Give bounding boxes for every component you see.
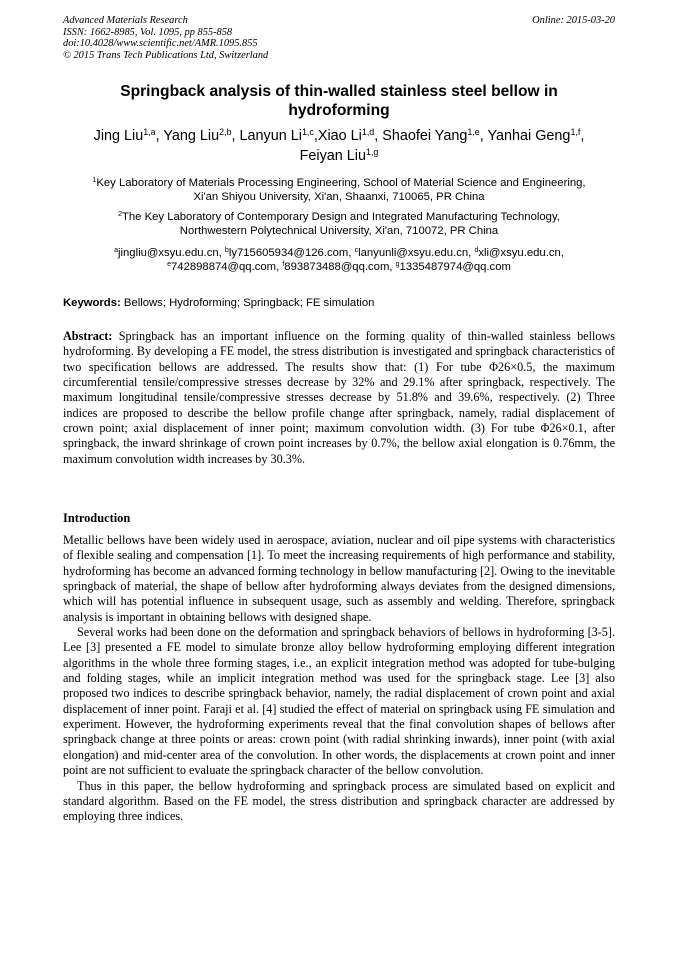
paper-title: Springback analysis of thin-walled stainless steel bellow in hydroforming (120, 83, 558, 119)
email-address: $^a$jingliu@xsyu.edu.cn, (114, 247, 225, 259)
author: Jing Liu$^{1,a}$, (93, 127, 164, 144)
email-address: $^c$lanyunli@xsyu.edu.cn, (354, 247, 475, 259)
email-address: $^g$1335487974@qq.com (395, 261, 511, 273)
keywords (63, 296, 615, 310)
doi-line: doi:10.4028/www.scientific.net/AMR.1095.855 (63, 38, 258, 50)
email-address: $^e$742898874@qq.com, (167, 261, 283, 273)
author: Yanhai Geng$^{1,f}$, (487, 127, 585, 144)
affiliation-2: $^2$The Key Laboratory of Contemporary Design and Integrated Manufacturing Technology, Northwestern Polytechnical University, Xi'an, 710072, PR China (118, 211, 560, 237)
copyright-line: © 2015 Trans Tech Publications Ltd, Switzerland (63, 49, 269, 61)
paragraph: Thus in this paper, the bellow hydroforming and springback process are simulated based on explicit and standard algorithm. Based on the FE model, the stress distribution and springback character are addressed by employing three indices. (63, 778, 615, 824)
abstract-text: Springback has an important influence on the forming quality of thin-walled stainless bellows hydroforming. By developing a FE model, the stress distribution is investigated and springback characteristics of two specification bellows are addressed. The results show that: (1) For tube Φ26×0.5, the maximum circumferential tensile/compressive stresses decrease by 32% and 29.1% after springback, respectively. The maximum longitudinal tensile/compressive stresses decrease by 51.8% and 39.6%, respectively. (2) Three indices are proposed to describe the bellow profile change after springback, namely, radial displacement of crown point; axial displacement of inner point; maximum convolution width. (3) For tube Φ26×0.1, after springback, the inward shrinkage of crown point increases by 0.7%, the bellow axial elongation is 0.76mm, the maximum convolution width increases by 30.3%. (63, 329, 615, 466)
online-date: Online: 2015-03-20 (532, 15, 615, 26)
paragraph: Several works had been done on the deformation and springback behaviors of bellows in hydroforming [3-5]. Lee [3] presented a FE model to simulate bronze alloy bellow hydroforming employing different integration algorithms in the whole three forming stages, i.e., an explicit integration method was adopted for tube-bulging and folding stages, while an implicit integration method was used for the springback stage. Lee [3] also proposed two indices to describe springback behavior, namely, the radial displacement of crown point and axial displacement of inner point. Faraji et al. [4] studied the effect of material on springback using FE simulation and experiment. However, the hydroforming experiments reveal that the final convolution shapes of bellows after springback change at three points or areas: crown point (with radial shrinking inwards), inner point (with axial elongation) and mid-center area of the convolution. In other words, the displacements at crown point and inner point are not sufficient to evaluate the springback character of the bellow convolution. (63, 625, 615, 778)
journal-name: Advanced Materials Research (63, 15, 188, 26)
author-list (40, 127, 638, 166)
author: Shaofei Yang$^{1,e}$, (382, 127, 488, 144)
affiliation-1: $^1$Key Laboratory of Materials Processing Engineering, School of Material Science and Engineering, Xi'an Shiyou University, Xi'an, Shaanxi, 710065, PR China (92, 177, 586, 203)
author: Lanyun Li$^{1,c}$, (239, 127, 318, 144)
issn-line: ISSN: 1662-8985, Vol. 1095, pp 855-858 (63, 26, 233, 38)
email-address: $^d$xli@xsyu.edu.cn, (474, 247, 564, 259)
journal-header (63, 15, 615, 61)
author: Feiyan Liu$^{1,g}$ (299, 146, 379, 164)
email-address: $^b$ly715605934@126.com, (224, 247, 355, 259)
author: Xiao Li$^{1,d}$, (317, 127, 383, 144)
introduction-body (63, 533, 615, 825)
keywords-text: Bellows; Hydroforming; Springback; FE simulation (120, 297, 375, 309)
keywords-label: Keywords: (63, 297, 121, 309)
author: Yang Liu$^{2,b}$, (163, 127, 240, 144)
abstract (63, 329, 615, 467)
paragraph: Metallic bellows have been widely used in aerospace, aviation, nuclear and oil pipe systems with characteristics of flexible sealing and compensation [1]. To meet the increasing requirements of high performance and stability, hydroforming has become an advanced forming technology in bellow manufacturing [2]. Owing to the inevitable springback of material, the shape of bellow after hydroforming always deviates from the designed dimensions, which will has potential influence in subsequent usage, such as assembly and welding. Therefore, springback analysis is important in obtaining bellows with designed shape. (63, 533, 616, 624)
introduction-heading: Introduction (63, 511, 131, 525)
email-list (50, 246, 628, 274)
abstract-label: Abstract: (63, 329, 113, 343)
email-address: $^f$893873488@qq.com, (282, 261, 396, 273)
